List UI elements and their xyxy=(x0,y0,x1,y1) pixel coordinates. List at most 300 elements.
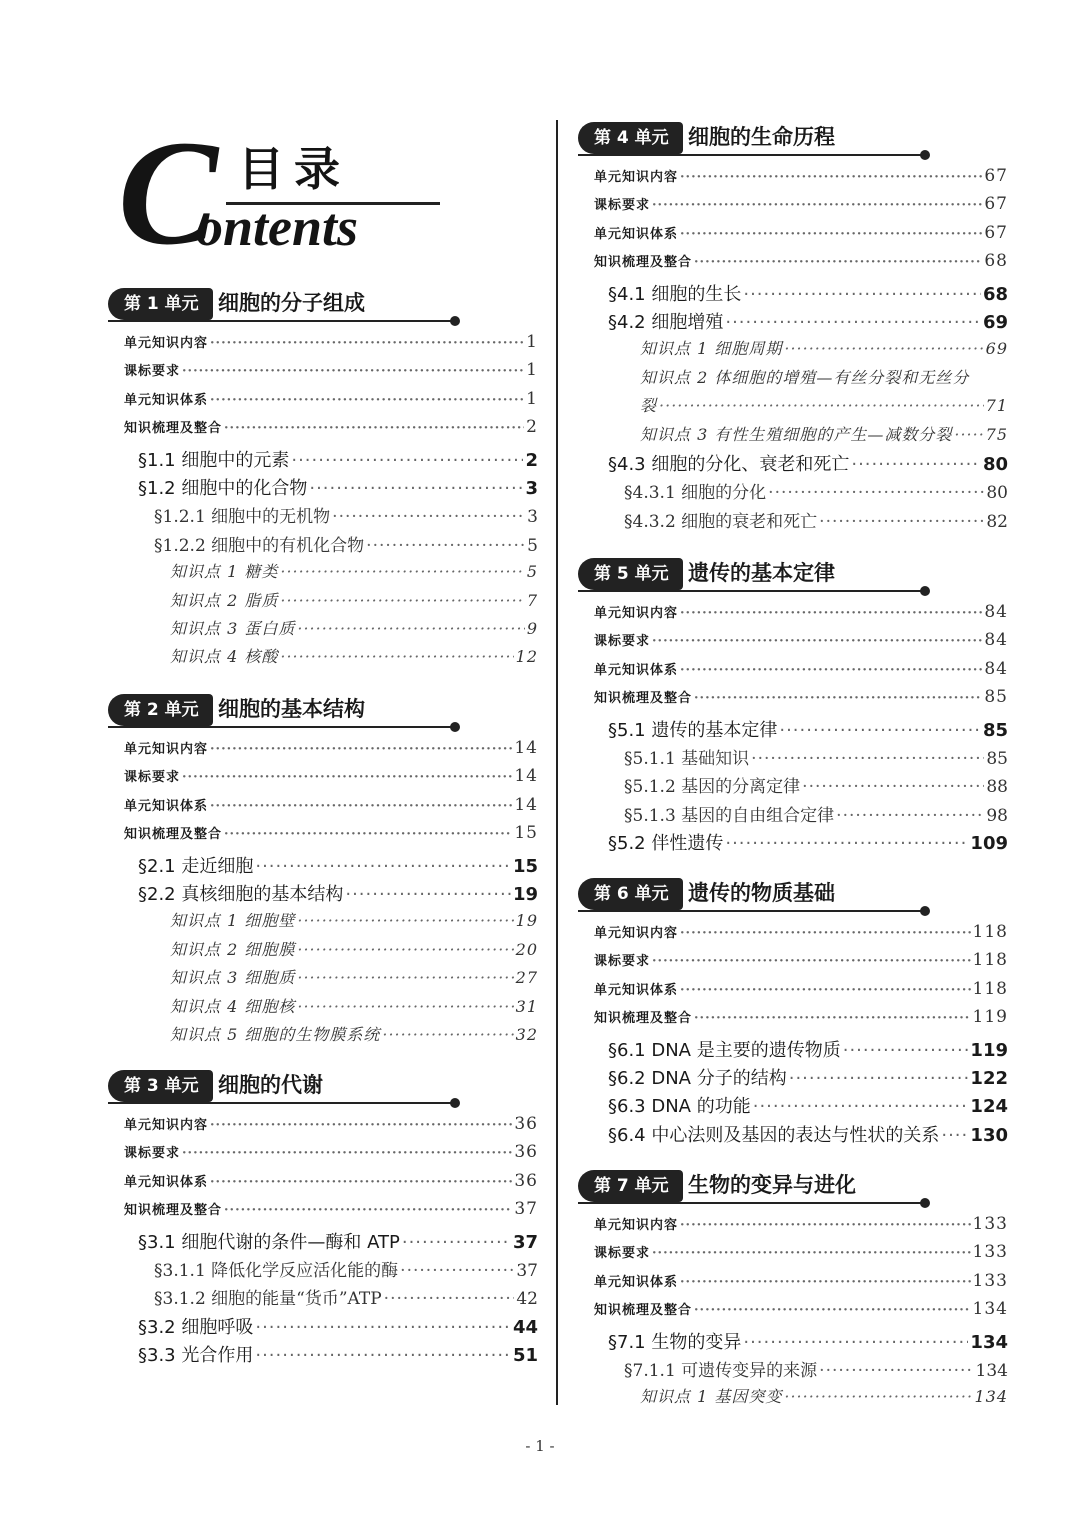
toc-leader-dots xyxy=(382,1025,513,1044)
toc-leader-dots xyxy=(280,562,524,581)
unit-underline xyxy=(578,910,924,912)
toc-entry-page: 5 xyxy=(526,562,538,582)
toc-entry-page: 67 xyxy=(984,166,1008,186)
toc-leader-dots xyxy=(332,507,525,527)
toc-entry-title: 知识梳理及整合 xyxy=(594,691,693,707)
toc-entry[interactable] xyxy=(594,659,1008,687)
toc-entry[interactable] xyxy=(608,1036,1008,1064)
unit-header xyxy=(578,556,938,592)
toc-leader-dots xyxy=(297,997,513,1016)
toc-entry-page: 118 xyxy=(972,922,1008,942)
toc-entry-title: 裂 xyxy=(640,396,658,416)
unit-header xyxy=(108,692,468,728)
toc-leader-dots xyxy=(652,634,982,649)
toc-leader-dots xyxy=(789,1068,969,1089)
toc-entry-page: 69 xyxy=(982,312,1008,333)
toc-entry[interactable] xyxy=(624,507,1008,535)
toc-entry-page: 2 xyxy=(526,417,538,438)
toc-entry-page: 7 xyxy=(526,590,538,610)
toc-leader-dots xyxy=(802,777,984,797)
toc-entry-page: 14 xyxy=(514,738,538,758)
toc-leader-dots xyxy=(680,1218,971,1233)
toc-leader-dots xyxy=(680,227,982,242)
unit-underline xyxy=(578,1202,924,1204)
toc-entry[interactable] xyxy=(608,1121,1008,1149)
toc-entry-title: 课标要求 xyxy=(594,1246,651,1262)
logo-english-title: ontents xyxy=(196,197,359,257)
toc-entry[interactable] xyxy=(624,478,1008,506)
toc-entry-page: 42 xyxy=(516,1289,538,1310)
toc-leader-dots xyxy=(224,827,512,842)
unit-underline-dot xyxy=(920,150,930,160)
toc-entry-page: 20 xyxy=(515,939,538,959)
toc-entry-page: 32 xyxy=(515,1025,538,1044)
toc-entry[interactable] xyxy=(608,280,1008,308)
toc-entry-page: 67 xyxy=(984,222,1008,243)
toc-entry[interactable] xyxy=(138,1313,538,1341)
toc-leader-dots xyxy=(345,884,511,905)
toc-entry[interactable] xyxy=(640,393,1008,421)
unit-underline-dot xyxy=(920,586,930,596)
toc-entry-page: 15 xyxy=(514,823,538,844)
toc-leader-dots xyxy=(954,425,983,444)
toc-entry-title: 单元知识体系 xyxy=(124,798,209,814)
toc-leader-dots xyxy=(210,1175,512,1190)
toc-entry[interactable] xyxy=(594,223,1008,251)
toc-entry[interactable] xyxy=(124,417,538,445)
toc-leader-dots xyxy=(366,536,525,556)
unit-title: 遗传的基本定律 xyxy=(688,561,835,585)
toc-leader-dots xyxy=(255,856,511,877)
toc-entry-page: 71 xyxy=(985,396,1008,416)
toc-entry-page: 85 xyxy=(984,687,1008,708)
toc-entry-title: §1.1 细胞中的元素 xyxy=(138,449,290,471)
toc-entry[interactable] xyxy=(124,360,538,388)
toc-leader-dots xyxy=(210,1118,512,1133)
toc-entry-page: 84 xyxy=(984,602,1008,622)
toc-leader-dots xyxy=(725,312,981,333)
toc-leader-dots xyxy=(743,1332,968,1353)
toc-entry[interactable] xyxy=(594,687,1008,715)
unit-header xyxy=(578,876,938,912)
toc-entry-page: 3 xyxy=(527,507,538,528)
unit-underline xyxy=(578,154,924,156)
toc-entry-page: 14 xyxy=(514,794,538,815)
toc-entry-title: 知识点 2 细胞膜 xyxy=(170,939,296,959)
toc-entry-page: 37 xyxy=(514,1199,538,1220)
toc-leader-dots xyxy=(680,606,982,621)
toc-leader-dots xyxy=(694,1303,971,1318)
toc-entry[interactable] xyxy=(594,1299,1008,1327)
toc-entry-title: 知识点 1 糖类 xyxy=(170,562,279,582)
toc-entry-title: 单元知识内容 xyxy=(124,1118,209,1133)
toc-entry[interactable] xyxy=(608,450,1008,478)
toc-entry-page: 84 xyxy=(984,630,1008,651)
unit-underline xyxy=(578,590,924,592)
toc-entry-title: 单元知识内容 xyxy=(124,742,209,757)
unit-badge: 第 3 单元 xyxy=(108,1070,213,1102)
toc-leader-dots xyxy=(680,1275,971,1290)
toc-entry-title: 单元知识体系 xyxy=(124,1174,209,1190)
toc-entry-title: 知识梳理及整合 xyxy=(124,1203,223,1219)
toc-entry-title: 课标要求 xyxy=(594,634,651,650)
unit-header xyxy=(578,120,938,156)
toc-entry[interactable] xyxy=(594,630,1008,658)
toc-entry[interactable] xyxy=(138,474,538,502)
toc-leader-dots xyxy=(297,968,513,987)
toc-entry-page: 133 xyxy=(972,1270,1008,1291)
toc-entry-page: 67 xyxy=(984,194,1008,215)
unit-title: 细胞的基本结构 xyxy=(218,697,365,721)
toc-entry-title: §5.1.3 基因的自由组合定律 xyxy=(624,805,835,826)
toc-leader-dots xyxy=(694,255,982,270)
toc-entry-page: 44 xyxy=(512,1316,538,1338)
unit-underline xyxy=(108,726,454,728)
toc-entry-title: 课标要求 xyxy=(594,198,651,214)
toc-entry-page: 12 xyxy=(515,647,538,667)
unit-title: 生物的变异与进化 xyxy=(688,1173,856,1197)
toc-leader-dots xyxy=(779,720,981,741)
toc-leader-dots xyxy=(291,450,523,471)
toc-entry-title: §7.1 生物的变异 xyxy=(608,1331,742,1353)
toc-entry[interactable] xyxy=(124,823,538,851)
toc-leader-dots xyxy=(384,1289,515,1309)
toc-entry-title: §2.1 走近细胞 xyxy=(138,855,254,877)
toc-leader-dots xyxy=(819,512,984,532)
toc-leader-dots xyxy=(280,591,524,610)
toc-entry-page: 85 xyxy=(982,719,1008,741)
toc-entry[interactable] xyxy=(138,1228,538,1256)
toc-entry-page: 36 xyxy=(514,1170,538,1191)
toc-entry[interactable] xyxy=(170,616,538,644)
toc-leader-dots xyxy=(280,647,513,666)
toc-entry-title: 知识梳理及整合 xyxy=(124,421,223,437)
toc-entry-title: §3.1.1 降低化学反应活化能的酶 xyxy=(154,1261,399,1281)
unit-underline-dot xyxy=(920,1198,930,1208)
toc-entry-title: 单元知识体系 xyxy=(594,982,679,998)
toc-entry[interactable] xyxy=(124,1142,538,1170)
toc-leader-dots xyxy=(400,1261,514,1281)
toc-entry-title: 单元知识内容 xyxy=(594,926,679,941)
toc-entry-page: 124 xyxy=(970,1096,1008,1118)
toc-leader-dots xyxy=(851,454,981,475)
toc-entry[interactable] xyxy=(594,1271,1008,1299)
toc-entry-page: 134 xyxy=(972,1299,1008,1320)
toc-entry-page: 37 xyxy=(512,1231,538,1253)
toc-leader-dots xyxy=(652,198,982,213)
toc-entry[interactable] xyxy=(124,766,538,794)
toc-entry[interactable] xyxy=(170,588,538,616)
toc-entry-page: 122 xyxy=(970,1068,1008,1089)
toc-entry-title: §5.2 伴性遗传 xyxy=(608,833,724,855)
toc-entry[interactable] xyxy=(170,559,538,587)
toc-entry-page: 133 xyxy=(972,1214,1008,1234)
toc-entry-page: 27 xyxy=(515,968,538,988)
toc-entry-title: 知识点 3 细胞质 xyxy=(170,968,296,988)
toc-entry-page: 133 xyxy=(972,1242,1008,1263)
toc-leader-dots xyxy=(680,170,982,185)
unit-badge: 第 2 单元 xyxy=(108,694,213,726)
toc-leader-dots xyxy=(725,833,968,854)
toc-entry[interactable] xyxy=(124,1114,538,1142)
toc-entry-title: 单元知识内容 xyxy=(594,170,679,185)
toc-entry-title: §1.2 细胞中的化合物 xyxy=(138,478,308,499)
toc-entry-title: §3.3 光合作用 xyxy=(138,1345,254,1367)
contents-logo xyxy=(118,110,448,276)
toc-entry[interactable] xyxy=(170,965,538,993)
toc-leader-dots xyxy=(659,396,984,415)
unit-underline-dot xyxy=(450,316,460,326)
toc-entry-title: 单元知识内容 xyxy=(124,336,209,351)
toc-entry-page: 5 xyxy=(527,535,538,556)
toc-entry-title: 知识梳理及整合 xyxy=(594,255,693,271)
toc-entry[interactable] xyxy=(608,1328,1008,1356)
toc-leader-dots xyxy=(680,983,971,998)
toc-entry-page: 2 xyxy=(525,449,538,471)
toc-entry-page: 134 xyxy=(974,1387,1008,1407)
toc-leader-dots xyxy=(182,770,512,785)
toc-entry-title: 单元知识内容 xyxy=(594,606,679,621)
toc-entry[interactable] xyxy=(124,795,538,823)
toc-leader-dots xyxy=(210,336,524,351)
toc-leader-dots xyxy=(941,1125,968,1146)
toc-leader-dots xyxy=(751,749,984,769)
toc-entry-title: 知识点 4 细胞核 xyxy=(170,996,296,1016)
unit-header xyxy=(108,286,468,322)
toc-entry[interactable] xyxy=(124,1199,538,1227)
unit-underline-dot xyxy=(450,722,460,732)
column-divider xyxy=(556,120,558,1405)
toc-entry[interactable] xyxy=(594,922,1008,950)
toc-entry-page: 1 xyxy=(526,360,538,381)
toc-leader-dots xyxy=(652,1246,971,1261)
toc-entry[interactable] xyxy=(124,738,538,766)
toc-leader-dots xyxy=(784,1387,972,1406)
toc-entry-title: §6.4 中心法则及基因的表达与性状的关系 xyxy=(608,1124,940,1146)
toc-entry-title: §6.3 DNA 的功能 xyxy=(608,1096,751,1118)
toc-entry-title: 知识点 1 细胞周期 xyxy=(640,339,783,359)
toc-entry-title: §4.3.2 细胞的衰老和死亡 xyxy=(624,511,818,532)
toc-entry-title: 知识点 2 脂质 xyxy=(170,590,279,610)
toc-entry[interactable] xyxy=(124,332,538,360)
toc-entry[interactable] xyxy=(138,880,538,908)
toc-entry[interactable] xyxy=(594,194,1008,222)
toc-entry[interactable] xyxy=(640,1384,1008,1412)
toc-entry-title: 知识点 2 体细胞的增殖—有丝分裂和无丝分 xyxy=(640,367,970,387)
toc-entry-page: 36 xyxy=(514,1142,538,1163)
toc-entry[interactable] xyxy=(170,908,538,936)
toc-entry-title: §3.2 细胞呼吸 xyxy=(138,1316,254,1338)
toc-entry-page: 51 xyxy=(512,1345,538,1367)
toc-entry[interactable] xyxy=(170,644,538,672)
toc-entry[interactable] xyxy=(594,251,1008,279)
toc-leader-dots xyxy=(680,663,982,678)
toc-entry[interactable] xyxy=(624,744,1008,772)
toc-leader-dots xyxy=(694,1011,971,1026)
toc-leader-dots xyxy=(255,1317,511,1338)
toc-entry-title: 单元知识体系 xyxy=(124,392,209,408)
toc-entry[interactable] xyxy=(594,1214,1008,1242)
toc-leader-dots xyxy=(836,806,984,826)
toc-entry-title: 单元知识体系 xyxy=(594,1274,679,1290)
unit-underline-dot xyxy=(450,1098,460,1108)
toc-entry-page: 14 xyxy=(514,766,538,787)
unit-underline-dot xyxy=(920,906,930,916)
toc-entry[interactable] xyxy=(608,308,1008,336)
toc-leader-dots xyxy=(680,926,971,941)
toc-entry[interactable] xyxy=(594,602,1008,630)
toc-leader-dots xyxy=(255,1345,511,1366)
toc-leader-dots xyxy=(297,911,513,930)
toc-entry[interactable] xyxy=(594,1242,1008,1270)
toc-leader-dots xyxy=(210,393,524,408)
toc-entry-title: 课标要求 xyxy=(124,364,181,380)
toc-entry[interactable] xyxy=(154,1256,538,1284)
toc-entry[interactable] xyxy=(608,1064,1008,1092)
toc-entry-page: 9 xyxy=(526,619,538,638)
toc-entry-title: 知识梳理及整合 xyxy=(594,1303,693,1319)
toc-leader-dots xyxy=(753,1096,969,1117)
toc-entry[interactable] xyxy=(624,1356,1008,1384)
toc-leader-dots xyxy=(224,421,524,436)
unit-underline xyxy=(108,1102,454,1104)
toc-entry-page: 1 xyxy=(526,388,538,409)
toc-entry-page: 37 xyxy=(516,1261,538,1281)
toc-entry[interactable] xyxy=(170,937,538,965)
toc-entry[interactable] xyxy=(154,502,538,530)
toc-entry-title: 课标要求 xyxy=(124,770,181,786)
toc-entry-title: 课标要求 xyxy=(594,954,651,970)
toc-entry[interactable] xyxy=(170,994,538,1022)
toc-entry-page: 119 xyxy=(970,1039,1008,1061)
toc-entry-page: 119 xyxy=(972,1007,1008,1028)
toc-leader-dots xyxy=(224,1203,512,1218)
toc-entry-title: 课标要求 xyxy=(124,1146,181,1162)
toc-entry-page: 75 xyxy=(985,424,1008,444)
toc-entry-title: 知识点 4 核酸 xyxy=(170,647,279,667)
toc-leader-dots xyxy=(402,1232,511,1253)
unit-badge: 第 1 单元 xyxy=(108,288,213,320)
toc-entry-page: 68 xyxy=(982,283,1008,305)
logo-letter-c: C xyxy=(118,110,219,276)
toc-entry[interactable] xyxy=(154,1284,538,1312)
toc-entry[interactable] xyxy=(608,1092,1008,1120)
toc-entry-page: 19 xyxy=(515,911,538,931)
toc-entry-page: 1 xyxy=(526,332,538,352)
toc-leader-dots xyxy=(768,483,984,503)
toc-entry-title: §5.1.2 基因的分离定律 xyxy=(624,777,801,798)
toc-leader-dots xyxy=(210,799,512,814)
unit-header xyxy=(108,1068,468,1104)
unit-badge: 第 4 单元 xyxy=(578,122,683,154)
toc-entry-title: 知识梳理及整合 xyxy=(124,827,223,843)
toc-entry[interactable] xyxy=(124,1171,538,1199)
toc-entry[interactable] xyxy=(624,801,1008,829)
toc-entry[interactable] xyxy=(170,1022,538,1050)
unit-header xyxy=(578,1168,938,1204)
toc-entry-title: 知识梳理及整合 xyxy=(594,1011,693,1027)
toc-entry-page: 3 xyxy=(525,478,538,499)
toc-entry-title: §1.2.2 细胞中的有机化合物 xyxy=(154,535,365,556)
toc-entry[interactable] xyxy=(138,446,538,474)
unit-title: 遗传的物质基础 xyxy=(688,881,835,905)
toc-entry-title: §4.1 细胞的生长 xyxy=(608,283,742,305)
toc-entry-page: 118 xyxy=(972,978,1008,999)
toc-entry-title: 知识点 3 蛋白质 xyxy=(170,619,296,638)
toc-leader-dots xyxy=(309,478,523,499)
toc-entry-page: 19 xyxy=(512,884,538,905)
toc-leader-dots xyxy=(182,1146,512,1161)
toc-entry-page: 31 xyxy=(515,996,538,1016)
unit-badge: 第 7 单元 xyxy=(578,1170,683,1202)
toc-entry-page: 109 xyxy=(970,833,1008,855)
unit-title: 细胞的代谢 xyxy=(218,1073,323,1097)
toc-entry-page: 134 xyxy=(970,1331,1008,1353)
toc-entry[interactable] xyxy=(138,852,538,880)
toc-entry[interactable] xyxy=(124,389,538,417)
toc-entry[interactable] xyxy=(594,979,1008,1007)
unit-underline xyxy=(108,320,454,322)
toc-entry-title: 知识点 3 有性生殖细胞的产生—减数分裂 xyxy=(640,424,953,444)
logo-chinese-title: 目录 xyxy=(238,142,350,196)
toc-entry-page: 15 xyxy=(512,855,538,877)
toc-entry-page: 69 xyxy=(985,339,1008,359)
toc-leader-dots xyxy=(784,339,983,358)
toc-entry-title: 单元知识内容 xyxy=(594,1218,679,1233)
unit-badge: 第 5 单元 xyxy=(578,558,683,590)
toc-entry-page: 85 xyxy=(986,749,1008,769)
toc-leader-dots xyxy=(843,1040,969,1061)
toc-entry[interactable] xyxy=(594,950,1008,978)
toc-entry-page: 88 xyxy=(986,777,1008,798)
toc-entry[interactable] xyxy=(640,336,1008,364)
toc-entry-title: §5.1 遗传的基本定律 xyxy=(608,719,778,741)
toc-entry-title: §4.2 细胞增殖 xyxy=(608,312,724,333)
toc-entry-title: §4.3.1 细胞的分化 xyxy=(624,483,767,504)
toc-entry-title: §2.2 真核细胞的基本结构 xyxy=(138,884,344,905)
toc-entry-title: 单元知识体系 xyxy=(594,226,679,242)
toc-leader-dots xyxy=(182,364,524,379)
toc-leader-dots xyxy=(297,940,513,959)
toc-entry-page: 98 xyxy=(986,805,1008,826)
toc-entry-title: 知识点 5 细胞的生物膜系统 xyxy=(170,1025,381,1044)
toc-entry-title: §3.1 细胞代谢的条件—酶和 ATP xyxy=(138,1231,400,1253)
toc-entry[interactable] xyxy=(640,422,1008,450)
toc-leader-dots xyxy=(652,954,971,969)
toc-entry[interactable] xyxy=(640,365,1008,393)
toc-entry[interactable] xyxy=(138,1341,538,1369)
toc-entry[interactable] xyxy=(608,829,1008,857)
toc-entry[interactable] xyxy=(624,772,1008,800)
toc-leader-dots xyxy=(743,284,981,305)
toc-leader-dots xyxy=(694,691,982,706)
toc-leader-dots xyxy=(210,742,512,757)
toc-entry[interactable] xyxy=(594,166,1008,194)
toc-entry-title: 知识点 1 基因突变 xyxy=(640,1387,783,1407)
toc-entry[interactable] xyxy=(594,1007,1008,1035)
toc-entry-page: 68 xyxy=(984,251,1008,272)
toc-leader-dots xyxy=(297,619,524,638)
toc-entry-page: 130 xyxy=(970,1124,1008,1146)
toc-entry-page: 118 xyxy=(972,950,1008,971)
toc-entry[interactable] xyxy=(154,531,538,559)
toc-leader-dots xyxy=(819,1361,973,1381)
toc-entry-title: 知识点 1 细胞壁 xyxy=(170,911,296,931)
toc-entry-page: 80 xyxy=(982,454,1008,475)
toc-entry-page: 82 xyxy=(986,511,1008,532)
toc-entry-title: §7.1.1 可遗传变异的来源 xyxy=(624,1361,818,1381)
toc-entry[interactable] xyxy=(608,716,1008,744)
